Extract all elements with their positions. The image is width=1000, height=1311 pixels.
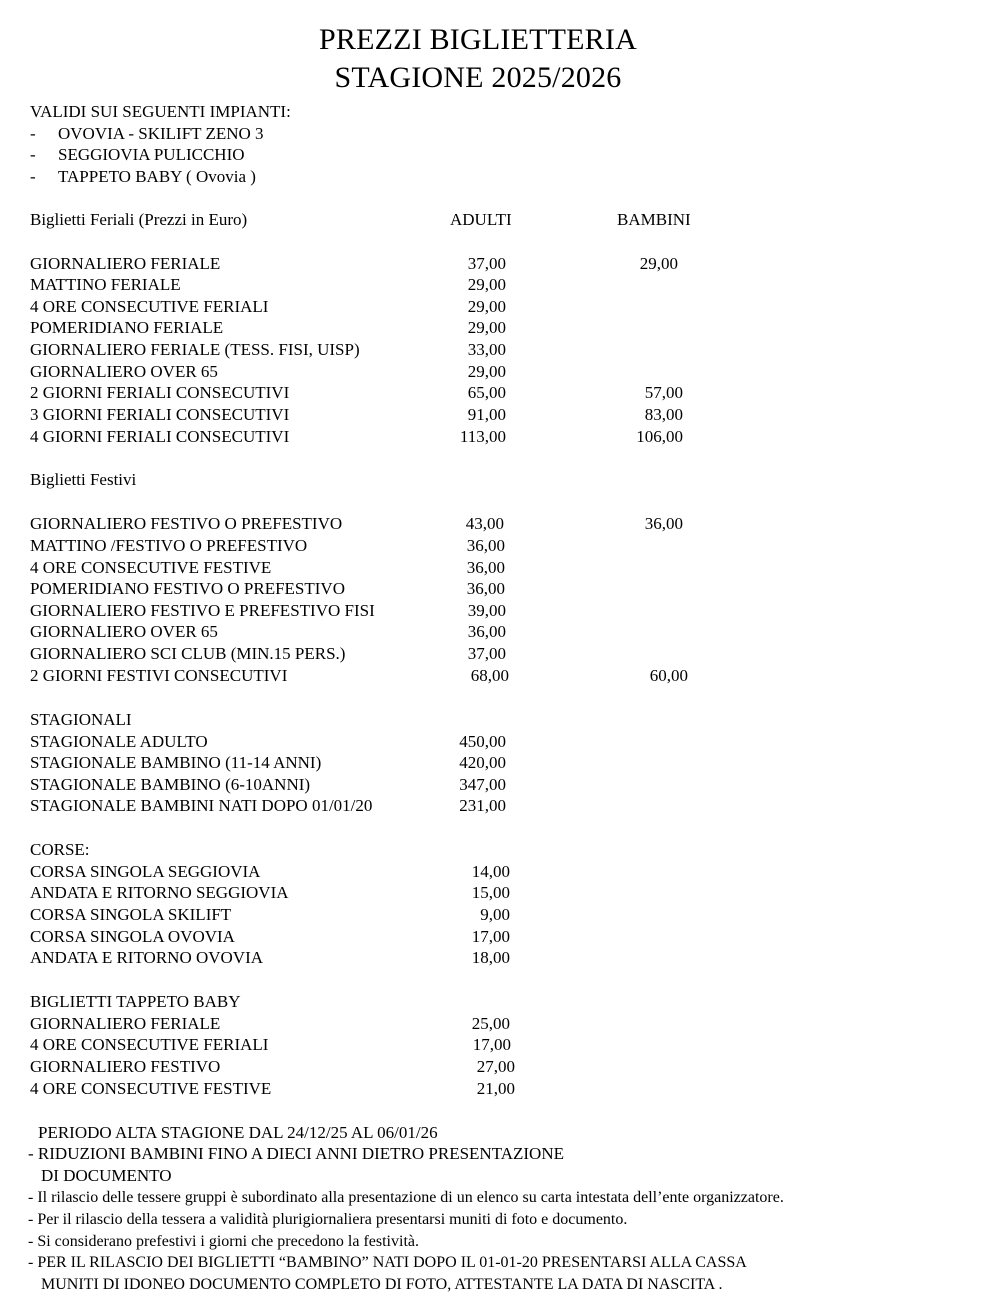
ticket-name: CORSA SINGOLA SKILIFT [30,905,232,924]
table-row [0,947,1000,969]
table-row [0,665,1000,687]
price-adulti: 231,00 [459,796,506,815]
ticket-name: CORSA SINGOLA SEGGIOVIA [30,862,261,881]
table-row [0,752,1000,774]
ticket-name: GIORNALIERO FERIALE [30,1014,221,1033]
stagionali-heading: STAGIONALI [30,710,132,729]
price-bambini: 60,00 [649,666,688,685]
table-row [0,882,1000,904]
table-row [0,861,1000,883]
table-row [0,382,1000,404]
festivi-heading: Biglietti Festivi [30,470,137,489]
table-row [0,426,1000,448]
validity-item: - [30,145,36,164]
price-adulti: 36,00 [467,622,506,641]
price-bambini: 106,00 [636,427,683,446]
price-adulti: 27,00 [476,1057,515,1076]
price-adulti: 17,00 [471,927,510,946]
price-bambini: 36,00 [644,514,683,533]
ticket-name: 2 GIORNI FESTIVI CONSECUTIVI [30,666,288,685]
ticket-name: GIORNALIERO FESTIVO E PREFESTIVO FISI [30,601,375,620]
table-row [0,253,1000,275]
note-bambino-cont: MUNITI DI IDONEO DOCUMENTO COMPLETO DI FOTO, ATTESTANTE LA DATA DI NASCITA . [41,1276,723,1293]
price-adulti: 29,00 [467,275,506,294]
price-adulti: 347,00 [459,775,506,794]
note-plurigiornaliera: - Per il rilascio della tessera a validità plurigiornaliera presentarsi muniti di foto e documento. [28,1211,628,1228]
price-adulti: 68,00 [470,666,509,685]
price-bambini: 57,00 [644,383,683,402]
ticket-name: 2 GIORNI FERIALI CONSECUTIVI [30,383,290,402]
ticket-name: MATTINO FERIALE [30,275,181,294]
column-header-adulti: ADULTI [450,210,512,229]
ticket-name: STAGIONALE BAMBINO (11-14 ANNI) [30,753,322,772]
price-adulti: 39,00 [467,601,506,620]
table-row [0,926,1000,948]
price-adulti: 29,00 [467,297,506,316]
table-row [0,578,1000,600]
ticket-name: GIORNALIERO OVER 65 [30,622,218,641]
ticket-name: 4 ORE CONSECUTIVE FESTIVE [30,1079,272,1098]
ticket-name: MATTINO /FESTIVO O PREFESTIVO [30,536,308,555]
table-row [0,1056,1000,1078]
note-bambino: - PER IL RILASCIO DEI BIGLIETTI “BAMBINO” NATI DOPO IL 01-01-20 PRESENTARSI ALLA CASSA [28,1254,747,1271]
table-row [0,1078,1000,1100]
price-bambini: 83,00 [644,405,683,424]
price-adulti: 21,00 [476,1079,515,1098]
price-adulti: 420,00 [459,753,506,772]
validity-item: - [30,124,36,143]
table-row [0,643,1000,665]
price-adulti: 14,00 [471,862,510,881]
ticket-name: GIORNALIERO FESTIVO O PREFESTIVO [30,514,343,533]
table-row [0,274,1000,296]
ticket-name: GIORNALIERO FERIALE (TESS. FISI, UISP) [30,340,360,359]
ticket-name: 3 GIORNI FERIALI CONSECUTIVI [30,405,290,424]
price-adulti: 36,00 [466,579,505,598]
table-row [0,296,1000,318]
ticket-name: GIORNALIERO SCI CLUB (MIN.15 PERS.) [30,644,346,663]
ticket-name: CORSA SINGOLA OVOVIA [30,927,235,946]
price-adulti: 36,00 [466,536,505,555]
ticket-name: 4 ORE CONSECUTIVE FESTIVE [30,558,272,577]
page-title: PREZZI BIGLIETTERIA [319,23,637,56]
table-row [0,731,1000,753]
price-adulti: 33,00 [467,340,506,359]
ticket-name: STAGIONALE BAMBINI NATI DOPO 01/01/20 [30,796,373,815]
table-row [0,1013,1000,1035]
price-adulti: 91,00 [467,405,506,424]
ticket-name: 4 GIORNI FERIALI CONSECUTIVI [30,427,290,446]
note-riduzioni: - RIDUZIONI BAMBINI FINO A DIECI ANNI DIETRO PRESENTAZIONE [28,1144,564,1163]
tappeto-heading: BIGLIETTI TAPPETO BABY [30,992,241,1011]
ticket-name: 4 ORE CONSECUTIVE FERIALI [30,297,269,316]
page-subtitle: STAGIONE 2025/2026 [334,61,622,94]
note-alta-stagione: PERIODO ALTA STAGIONE DAL 24/12/25 AL 06/01/26 [38,1123,438,1142]
table-row [0,404,1000,426]
price-adulti: 65,00 [467,383,506,402]
price-adulti: 36,00 [466,558,505,577]
ticket-name: GIORNALIERO OVER 65 [30,362,218,381]
ticket-name: GIORNALIERO FESTIVO [30,1057,221,1076]
note-prefestivi: - Si considerano prefestivi i giorni che precedono la festività. [28,1233,419,1250]
note-riduzioni-cont: DI DOCUMENTO [41,1166,172,1185]
feriali-heading: Biglietti Feriali (Prezzi in Euro) [30,210,248,229]
price-adulti: 29,00 [467,318,506,337]
ticket-name: 4 ORE CONSECUTIVE FERIALI [30,1035,269,1054]
ticket-name: STAGIONALE BAMBINO (6-10ANNI) [30,775,311,794]
table-row [0,795,1000,817]
price-adulti: 9,00 [480,905,510,924]
price-bambini: 29,00 [639,254,678,273]
ticket-name: POMERIDIANO FESTIVO O PREFESTIVO [30,579,345,598]
price-adulti: 37,00 [467,254,506,273]
validity-item: - [30,167,36,186]
table-row [0,317,1000,339]
price-adulti: 15,00 [471,883,510,902]
column-header-bambini: BAMBINI [617,210,691,229]
validity-item-label: TAPPETO BABY ( Ovovia ) [58,167,256,186]
table-row [0,361,1000,383]
table-row [0,1034,1000,1056]
table-row [0,904,1000,926]
table-row [0,774,1000,796]
price-adulti: 113,00 [459,427,506,446]
ticket-name: STAGIONALE ADULTO [30,732,208,751]
table-row [0,621,1000,643]
ticket-name: ANDATA E RITORNO SEGGIOVIA [30,883,289,902]
price-adulti: 25,00 [471,1014,510,1033]
price-adulti: 43,00 [465,514,504,533]
corse-heading: CORSE: [30,840,90,859]
table-row [0,600,1000,622]
price-adulti: 37,00 [467,644,506,663]
table-row [0,513,1000,535]
price-adulti: 29,00 [467,362,506,381]
price-adulti: 450,00 [459,732,506,751]
table-row [0,535,1000,557]
note-tessere-gruppi: - Il rilascio delle tessere gruppi è subordinato alla presentazione di un elenco su carta intestata dell’ente organizzatore. [28,1189,784,1206]
ticket-name: GIORNALIERO FERIALE [30,254,221,273]
price-adulti: 18,00 [471,948,510,967]
table-row [0,339,1000,361]
price-adulti: 17,00 [472,1035,511,1054]
validity-heading: VALIDI SUI SEGUENTI IMPIANTI: [30,102,291,121]
validity-item-label: SEGGIOVIA PULICCHIO [58,145,245,164]
ticket-name: ANDATA E RITORNO OVOVIA [30,948,264,967]
table-row [0,557,1000,579]
validity-item-label: OVOVIA - SKILIFT ZENO 3 [58,124,264,143]
ticket-name: POMERIDIANO FERIALE [30,318,224,337]
